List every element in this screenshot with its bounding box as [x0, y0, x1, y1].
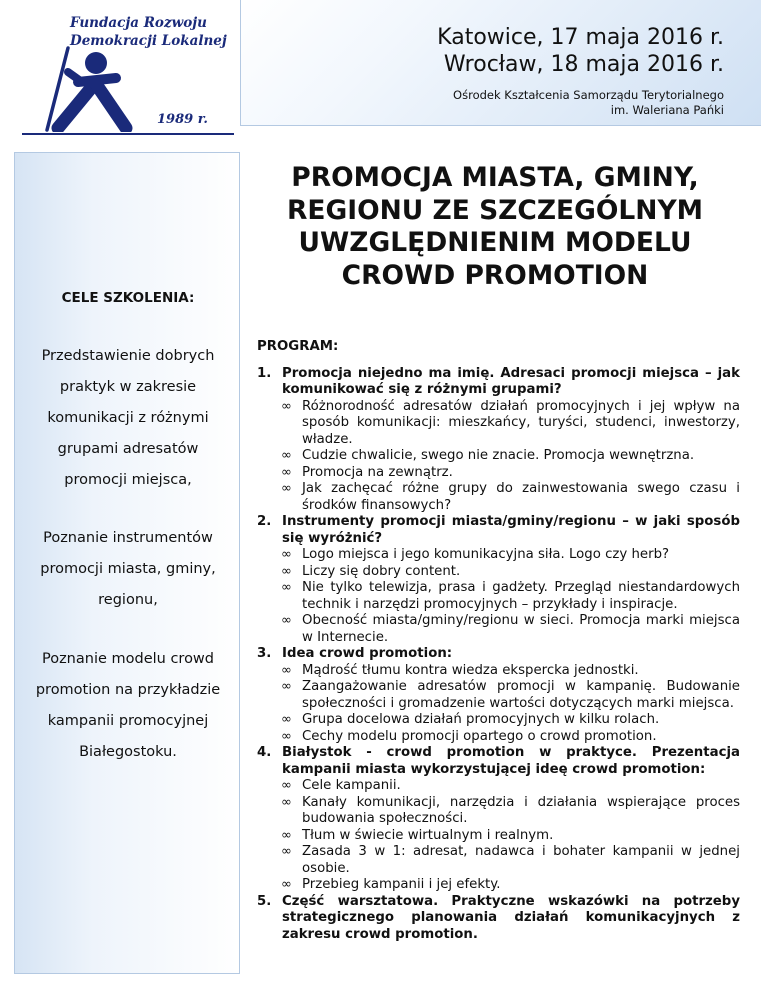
item-number: 1. — [257, 365, 272, 381]
date-wroclaw: Wrocław, 18 maja 2016 r. — [443, 52, 724, 77]
infinity-bullet-icon: ∞ — [281, 679, 292, 694]
title-line: REGIONU ZE SZCZEGÓLNYM — [286, 194, 704, 226]
goal-line: promotion na przykładzie — [35, 682, 221, 698]
title-line: PROMOCJA MIASTA, GMINY, — [291, 162, 699, 193]
training-goals-sidebar — [14, 152, 240, 974]
venue — [453, 88, 724, 118]
item-title: Promocja niejedno ma imię. Adresaci promocji miejsca – jak komunikować się z różnymi grupami? — [282, 365, 740, 397]
item-title: Instrumenty promocji miasta/gminy/regionu – w jaki sposób się wyróżnić? — [282, 514, 740, 546]
list-item: ∞ Nie tylko telewizja, prasa i gadżety. Przegląd niestandardowych technik i narzędzi promocyjnych – przykłady i inspiracje. — [281, 580, 740, 612]
goal-line: grupami adresatów — [57, 441, 199, 457]
infinity-bullet-icon: ∞ — [281, 481, 292, 496]
list-item: ∞ Przebieg kampanii i jej efekty. — [281, 877, 501, 892]
program-item-2 — [257, 514, 740, 646]
list-item: ∞ Cechy modelu promocji opartego o crowd promotion. — [281, 728, 657, 744]
title-line: UWZGLĘDNIENIM MODELU — [298, 227, 692, 258]
list-item: ∞ Cudzie chwalicie, swego nie znacie. Promocja wewnętrzna. — [281, 448, 695, 463]
event-dates — [437, 24, 724, 78]
list-item: ∞ Kanały komunikacji, narzędzia i działania wspierające proces budowania społeczności. — [281, 794, 740, 826]
infinity-bullet-icon: ∞ — [281, 464, 292, 480]
list-item: ∞ Cele kampanii. — [281, 778, 401, 793]
goal-line: Poznanie modelu crowd — [41, 651, 215, 667]
program-item-4 — [257, 745, 740, 894]
item-number: 2. — [257, 514, 272, 529]
infinity-bullet-icon: ∞ — [281, 728, 292, 744]
list-item: ∞ Liczy się dobry content. — [281, 563, 461, 579]
program-section — [257, 339, 740, 943]
goal-line: Przedstawienie dobrych — [41, 348, 215, 364]
program-item-1 — [257, 366, 740, 515]
item-number: 5. — [257, 893, 272, 909]
goal-line: regionu, — [98, 592, 158, 608]
organization-name-line1: Fundacja Rozwoju — [70, 15, 207, 31]
page-title — [252, 162, 738, 292]
goals-heading: CELE SZKOLENIA: — [61, 290, 195, 306]
goal-line: Białegostoku. — [79, 744, 177, 760]
list-item: ∞ Zasada 3 w 1: adresat, nadawca i bohater kampanii w jednej osobie. — [281, 844, 740, 876]
title-line: CROWD PROMOTION — [341, 259, 649, 291]
infinity-bullet-icon: ∞ — [281, 712, 292, 727]
infinity-bullet-icon: ∞ — [281, 662, 292, 678]
infinity-bullet-icon: ∞ — [281, 877, 292, 892]
list-item: ∞ Mądrość tłumu kontra wiedza ekspercka jednostki. — [281, 662, 639, 678]
program-item-5 — [257, 894, 740, 944]
infinity-bullet-icon: ∞ — [281, 580, 292, 595]
item-title: Białystok - crowd promotion w praktyce. Prezentacja kampanii miasta wykorzystującej ideę crowd promotion: — [282, 745, 740, 777]
organization-name — [70, 14, 227, 50]
infinity-bullet-icon: ∞ — [281, 547, 292, 562]
list-item: ∞ Jak zachęcać różne grupy do zainwestowania swego czasu i środków finansowych? — [281, 481, 740, 513]
goal-line: promocji miejsca, — [64, 472, 192, 488]
item-title: Idea crowd promotion: — [282, 646, 453, 661]
list-item: ∞ Zaangażowanie adresatów promocji w kampanię. Budowanie społeczności i gromadzenie wartości dotyczących marki miejsca. — [281, 679, 740, 711]
program-heading: PROGRAM: — [257, 339, 339, 354]
date-katowice: Katowice, 17 maja 2016 r. — [437, 25, 724, 50]
logo-underline — [22, 133, 234, 135]
list-item: ∞ Grupa docelowa działań promocyjnych w kilku rolach. — [281, 712, 660, 727]
list-item: ∞ Logo miejsca i jego komunikacyjna siła. Logo czy herb? — [281, 547, 670, 562]
list-item: ∞ Tłum w świecie wirtualnym i realnym. — [281, 827, 554, 843]
organization-name-line2: Demokracji Lokalnej — [70, 33, 227, 49]
venue-line2: im. Waleriana Pańki — [610, 103, 724, 117]
goal-line: promocji miasta, gminy, — [40, 561, 216, 577]
infinity-bullet-icon: ∞ — [281, 448, 292, 463]
list-item: ∞ Obecność miasta/gminy/regionu w sieci. Promocja marki miejsca w Internecie. — [281, 613, 740, 645]
infinity-bullet-icon: ∞ — [281, 613, 292, 628]
list-item: ∞ Promocja na zewnątrz. — [281, 464, 453, 480]
program-item-3 — [257, 646, 740, 745]
goal-3 — [15, 644, 241, 768]
walking-person-with-stick-icon — [38, 46, 148, 132]
goal-line: Poznanie instrumentów — [43, 530, 213, 546]
goal-1 — [15, 341, 241, 496]
goal-line: komunikacji z różnymi — [47, 410, 209, 426]
infinity-bullet-icon: ∞ — [281, 794, 292, 810]
item-number: 3. — [257, 646, 272, 661]
infinity-bullet-icon: ∞ — [281, 398, 292, 414]
goal-2 — [15, 523, 241, 616]
goal-line: kampanii promocyjnej — [47, 713, 209, 729]
item-number: 4. — [257, 745, 272, 760]
list-item: ∞ Różnorodność adresatów działań promocyjnych i jej wpływ na sposób komunikacji: mieszkańcy, turyści, studenci, inwestorzy, władze. — [281, 398, 740, 447]
item-title: Część warsztatowa. Praktyczne wskazówki na potrzeby strategicznego planowania działań komunikacyjnych z zakresu crowd promotion. — [282, 893, 740, 942]
infinity-bullet-icon: ∞ — [281, 844, 292, 859]
venue-line1: Ośrodek Kształcenia Samorządu Terytorialnego — [453, 88, 724, 102]
infinity-bullet-icon: ∞ — [281, 827, 292, 843]
header-panel — [240, 0, 761, 126]
infinity-bullet-icon: ∞ — [281, 563, 292, 579]
goal-line: praktyk w zakresie — [59, 379, 197, 395]
infinity-bullet-icon: ∞ — [281, 778, 292, 793]
founding-year: 1989 r. — [157, 112, 208, 127]
